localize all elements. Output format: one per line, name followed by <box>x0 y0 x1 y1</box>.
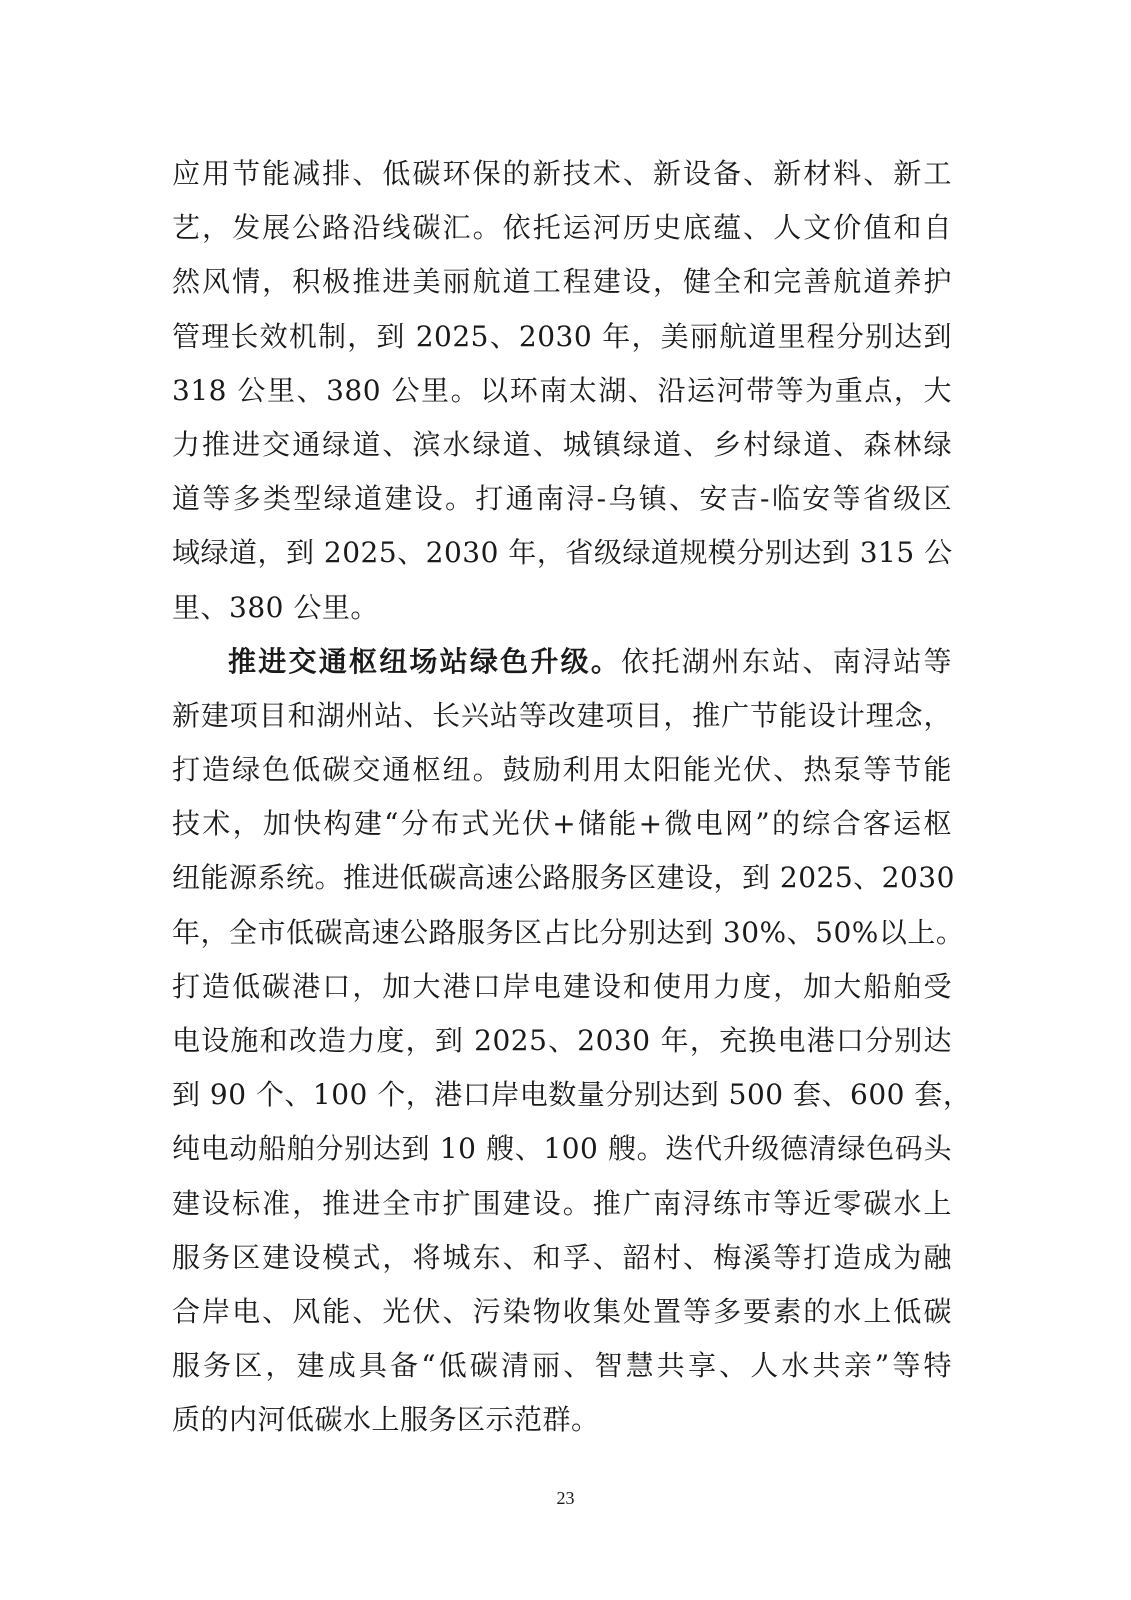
text-line: 打造低碳港口，加大港口岸电建设和使用力度，加大船舶受 <box>172 969 952 1003</box>
text-line: 新建项目和湖州站、长兴站等改建项目，推广节能设计理念， <box>172 698 952 732</box>
text-line: 纯电动船舶分别达到 10 艘、100 艘。迭代升级德清绿色码头 <box>172 1132 952 1166</box>
text-line: 然风情，积极推进美丽航道工程建设，健全和完善航道养护 <box>172 265 952 299</box>
paragraph-first-line <box>172 635 952 689</box>
text-line: 318 公里、380 公里。以环南太湖、沿运河带等为重点，大 <box>172 373 952 407</box>
text-line: 电设施和改造力度，到 2025、2030 年，充换电港口分别达 <box>172 1024 952 1057</box>
text-line: 建设标准，推进全市扩围建设。推广南浔练市等近零碳水上 <box>172 1186 952 1220</box>
text-line: 技术，加快构建“分布式光伏+储能+微电网”的综合客运枢 <box>172 807 952 841</box>
text-line: 纽能源系统。推进低碳高速公路服务区建设，到 2025、2030 <box>172 861 955 895</box>
text-line: 质的内河低碳水上服务区示范群。 <box>172 1403 600 1437</box>
text-line: 打造绿色低碳交通枢纽。鼓励利用太阳能光伏、热泵等节能 <box>172 753 952 787</box>
paragraph-heading: 推进交通枢纽场站绿色升级。 <box>228 644 622 678</box>
paragraph-first-line-text: 依托湖州东站、南浔站等 <box>621 644 952 678</box>
text-line: 应用节能减排、低碳环保的新技术、新设备、新材料、新工 <box>172 157 952 190</box>
text-line: 服务区建设模式，将城东、和孚、韶村、梅溪等打造成为融 <box>172 1240 952 1274</box>
body-text <box>172 147 972 1448</box>
text-line: 服务区，建成具备“低碳清丽、智慧共享、人水共亲”等特 <box>172 1349 952 1383</box>
text-line: 里、380 公里。 <box>172 590 379 624</box>
text-line: 管理长效机制，到 2025、2030 年，美丽航道里程分别达到 <box>172 319 952 353</box>
paragraph-1 <box>172 147 952 635</box>
text-line: 域绿道，到 2025、2030 年，省级绿道规模分别达到 315 公 <box>172 536 953 570</box>
text-line: 合岸电、风能、光伏、污染物收集处置等多要素的水上低碳 <box>172 1294 952 1328</box>
text-line: 艺，发展公路沿线碳汇。依托运河历史底蕴、人文价值和自 <box>172 211 952 245</box>
text-line: 到 90 个、100 个，港口岸电数量分别达到 500 套、600 套， <box>172 1078 972 1112</box>
paragraph-2 <box>172 635 972 1448</box>
text-line: 年，全市低碳高速公路服务区占比分别达到 30%、50%以上。 <box>172 915 965 949</box>
page-number: 23 <box>556 1488 575 1508</box>
text-line: 道等多类型绿道建设。打通南浔-乌镇、安吉-临安等省级区 <box>172 482 952 516</box>
text-line: 力推进交通绿道、滨水绿道、城镇绿道、乡村绿道、森林绿 <box>172 427 952 461</box>
